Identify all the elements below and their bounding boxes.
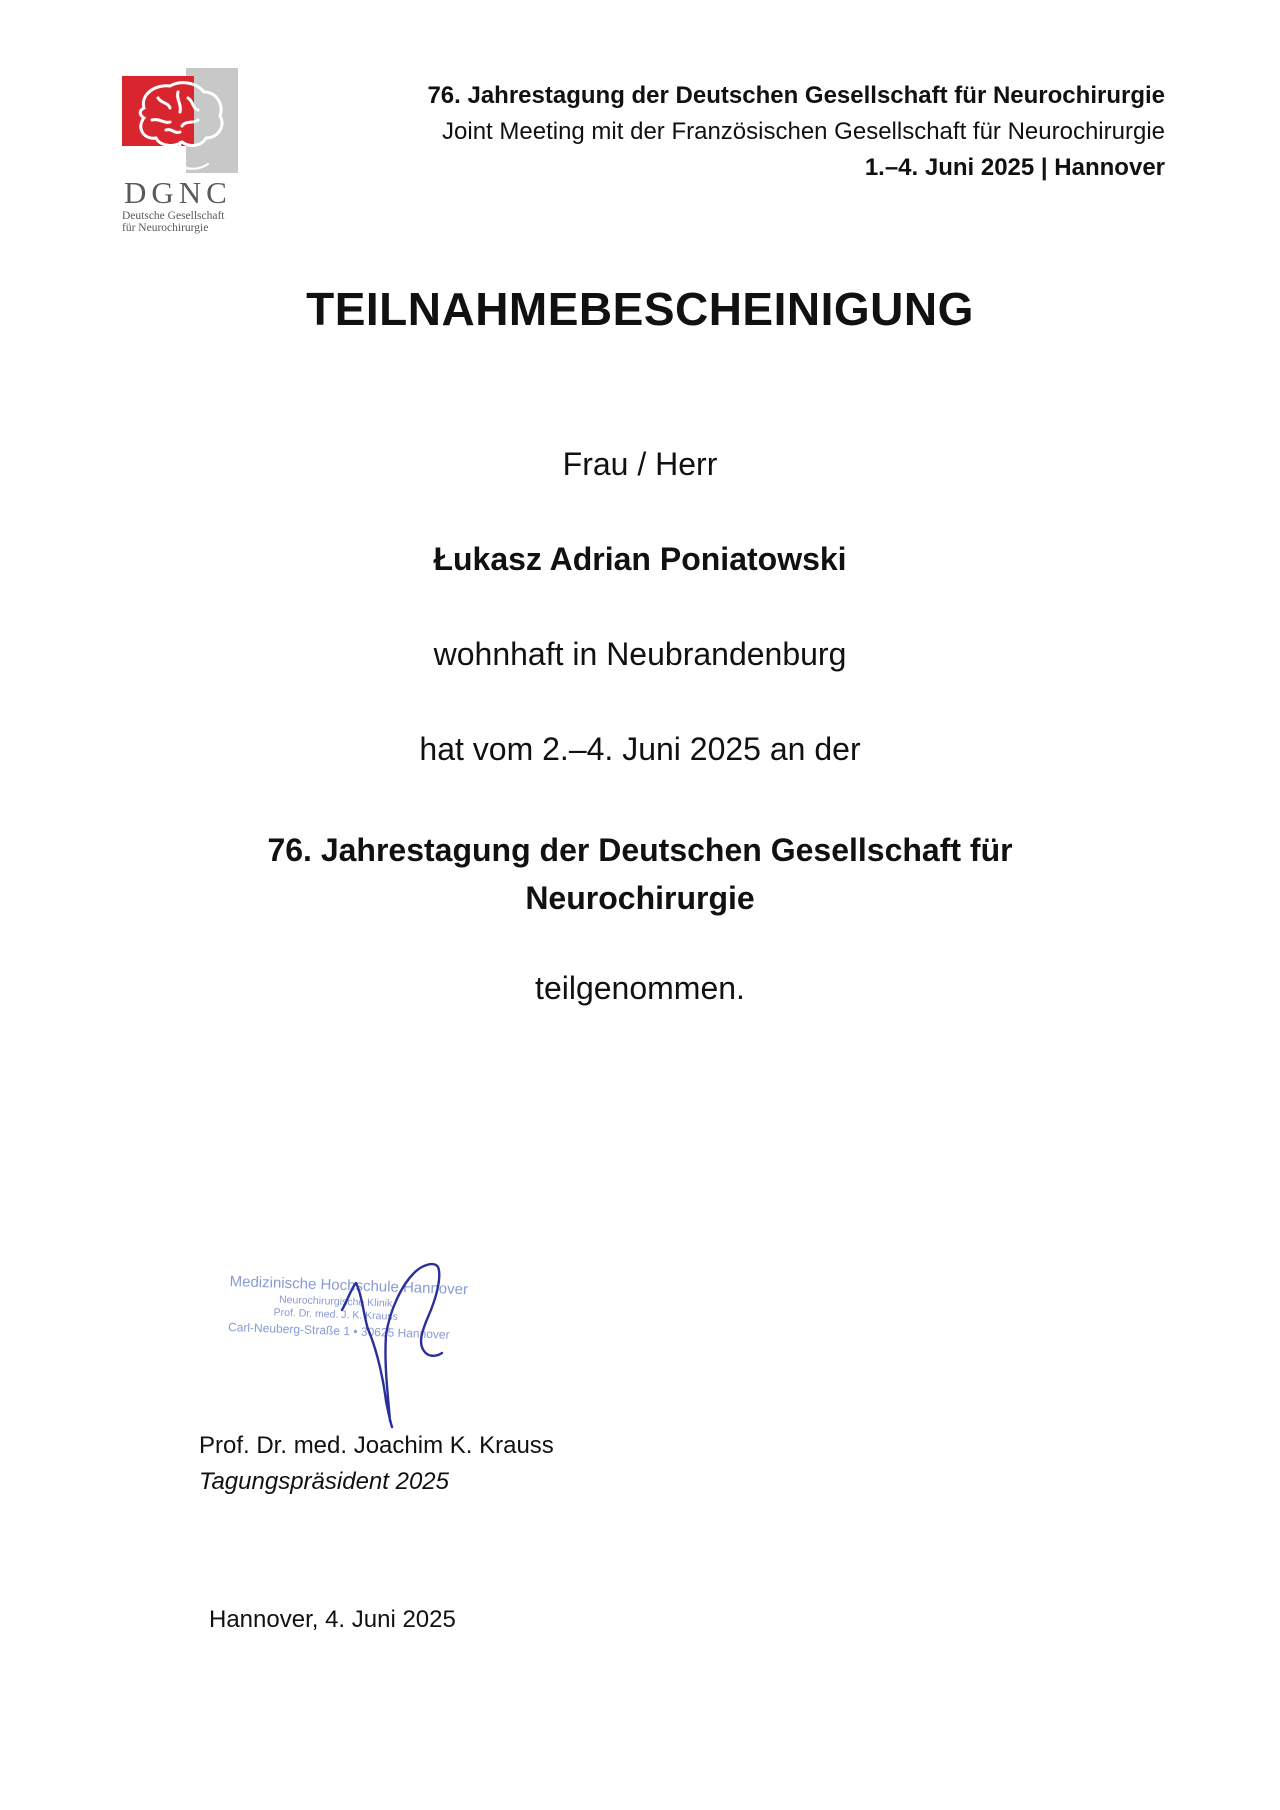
event-name-line1: 76. Jahrestagung der Deutschen Gesellschaft für bbox=[267, 832, 1013, 868]
signer-role: Tagungspräsident 2025 bbox=[199, 1468, 449, 1495]
header-joint-meeting: Joint Meeting mit der Französischen Gesellschaft für Neurochirurgie bbox=[442, 118, 1165, 145]
page-title: TEILNAHMEBESCHEINIGUNG bbox=[306, 283, 974, 335]
participated-text: teilgenommen. bbox=[535, 970, 745, 1006]
header-meeting-title: 76. Jahrestagung der Deutschen Gesellschaft für Neurochirurgie bbox=[427, 82, 1165, 109]
logo-subtitle-line2: für Neurochirurgie bbox=[122, 222, 209, 234]
stamp-line2: Neurochirurgische Klinik bbox=[278, 1293, 393, 1310]
place-and-date: Hannover, 4. Juni 2025 bbox=[209, 1606, 456, 1633]
header-date-location: 1.–4. Juni 2025 | Hannover bbox=[864, 154, 1165, 181]
meeting-header bbox=[427, 78, 1165, 186]
event-name bbox=[0, 826, 1280, 922]
event-name-line2: Neurochirurgie bbox=[525, 880, 755, 916]
logo-wordmark bbox=[122, 176, 247, 234]
participant-residence: wohnhaft in Neubrandenburg bbox=[433, 636, 847, 672]
signer-block bbox=[199, 1428, 554, 1500]
stamp-line3: Prof. Dr. med. J. K. Krauss bbox=[273, 1306, 399, 1323]
dgnc-logo bbox=[122, 68, 242, 238]
participation-dates: hat vom 2.–4. Juni 2025 an der bbox=[419, 731, 861, 767]
brain-icon bbox=[122, 68, 238, 173]
participant-name: Łukasz Adrian Poniatowski bbox=[433, 541, 847, 577]
signer-name: Prof. Dr. med. Joachim K. Krauss bbox=[199, 1432, 554, 1459]
stamp-line1: Medizinische Hochschule Hannover bbox=[229, 1272, 469, 1299]
logo-abbreviation: DGNC bbox=[124, 175, 232, 210]
salutation: Frau / Herr bbox=[562, 446, 718, 482]
stamp-line4: Carl-Neuberg-Straße 1 • 30625 Hannover bbox=[227, 1319, 450, 1342]
logo-subtitle-line1: Deutsche Gesellschaft bbox=[122, 210, 225, 222]
handwritten-signature bbox=[290, 1225, 460, 1430]
